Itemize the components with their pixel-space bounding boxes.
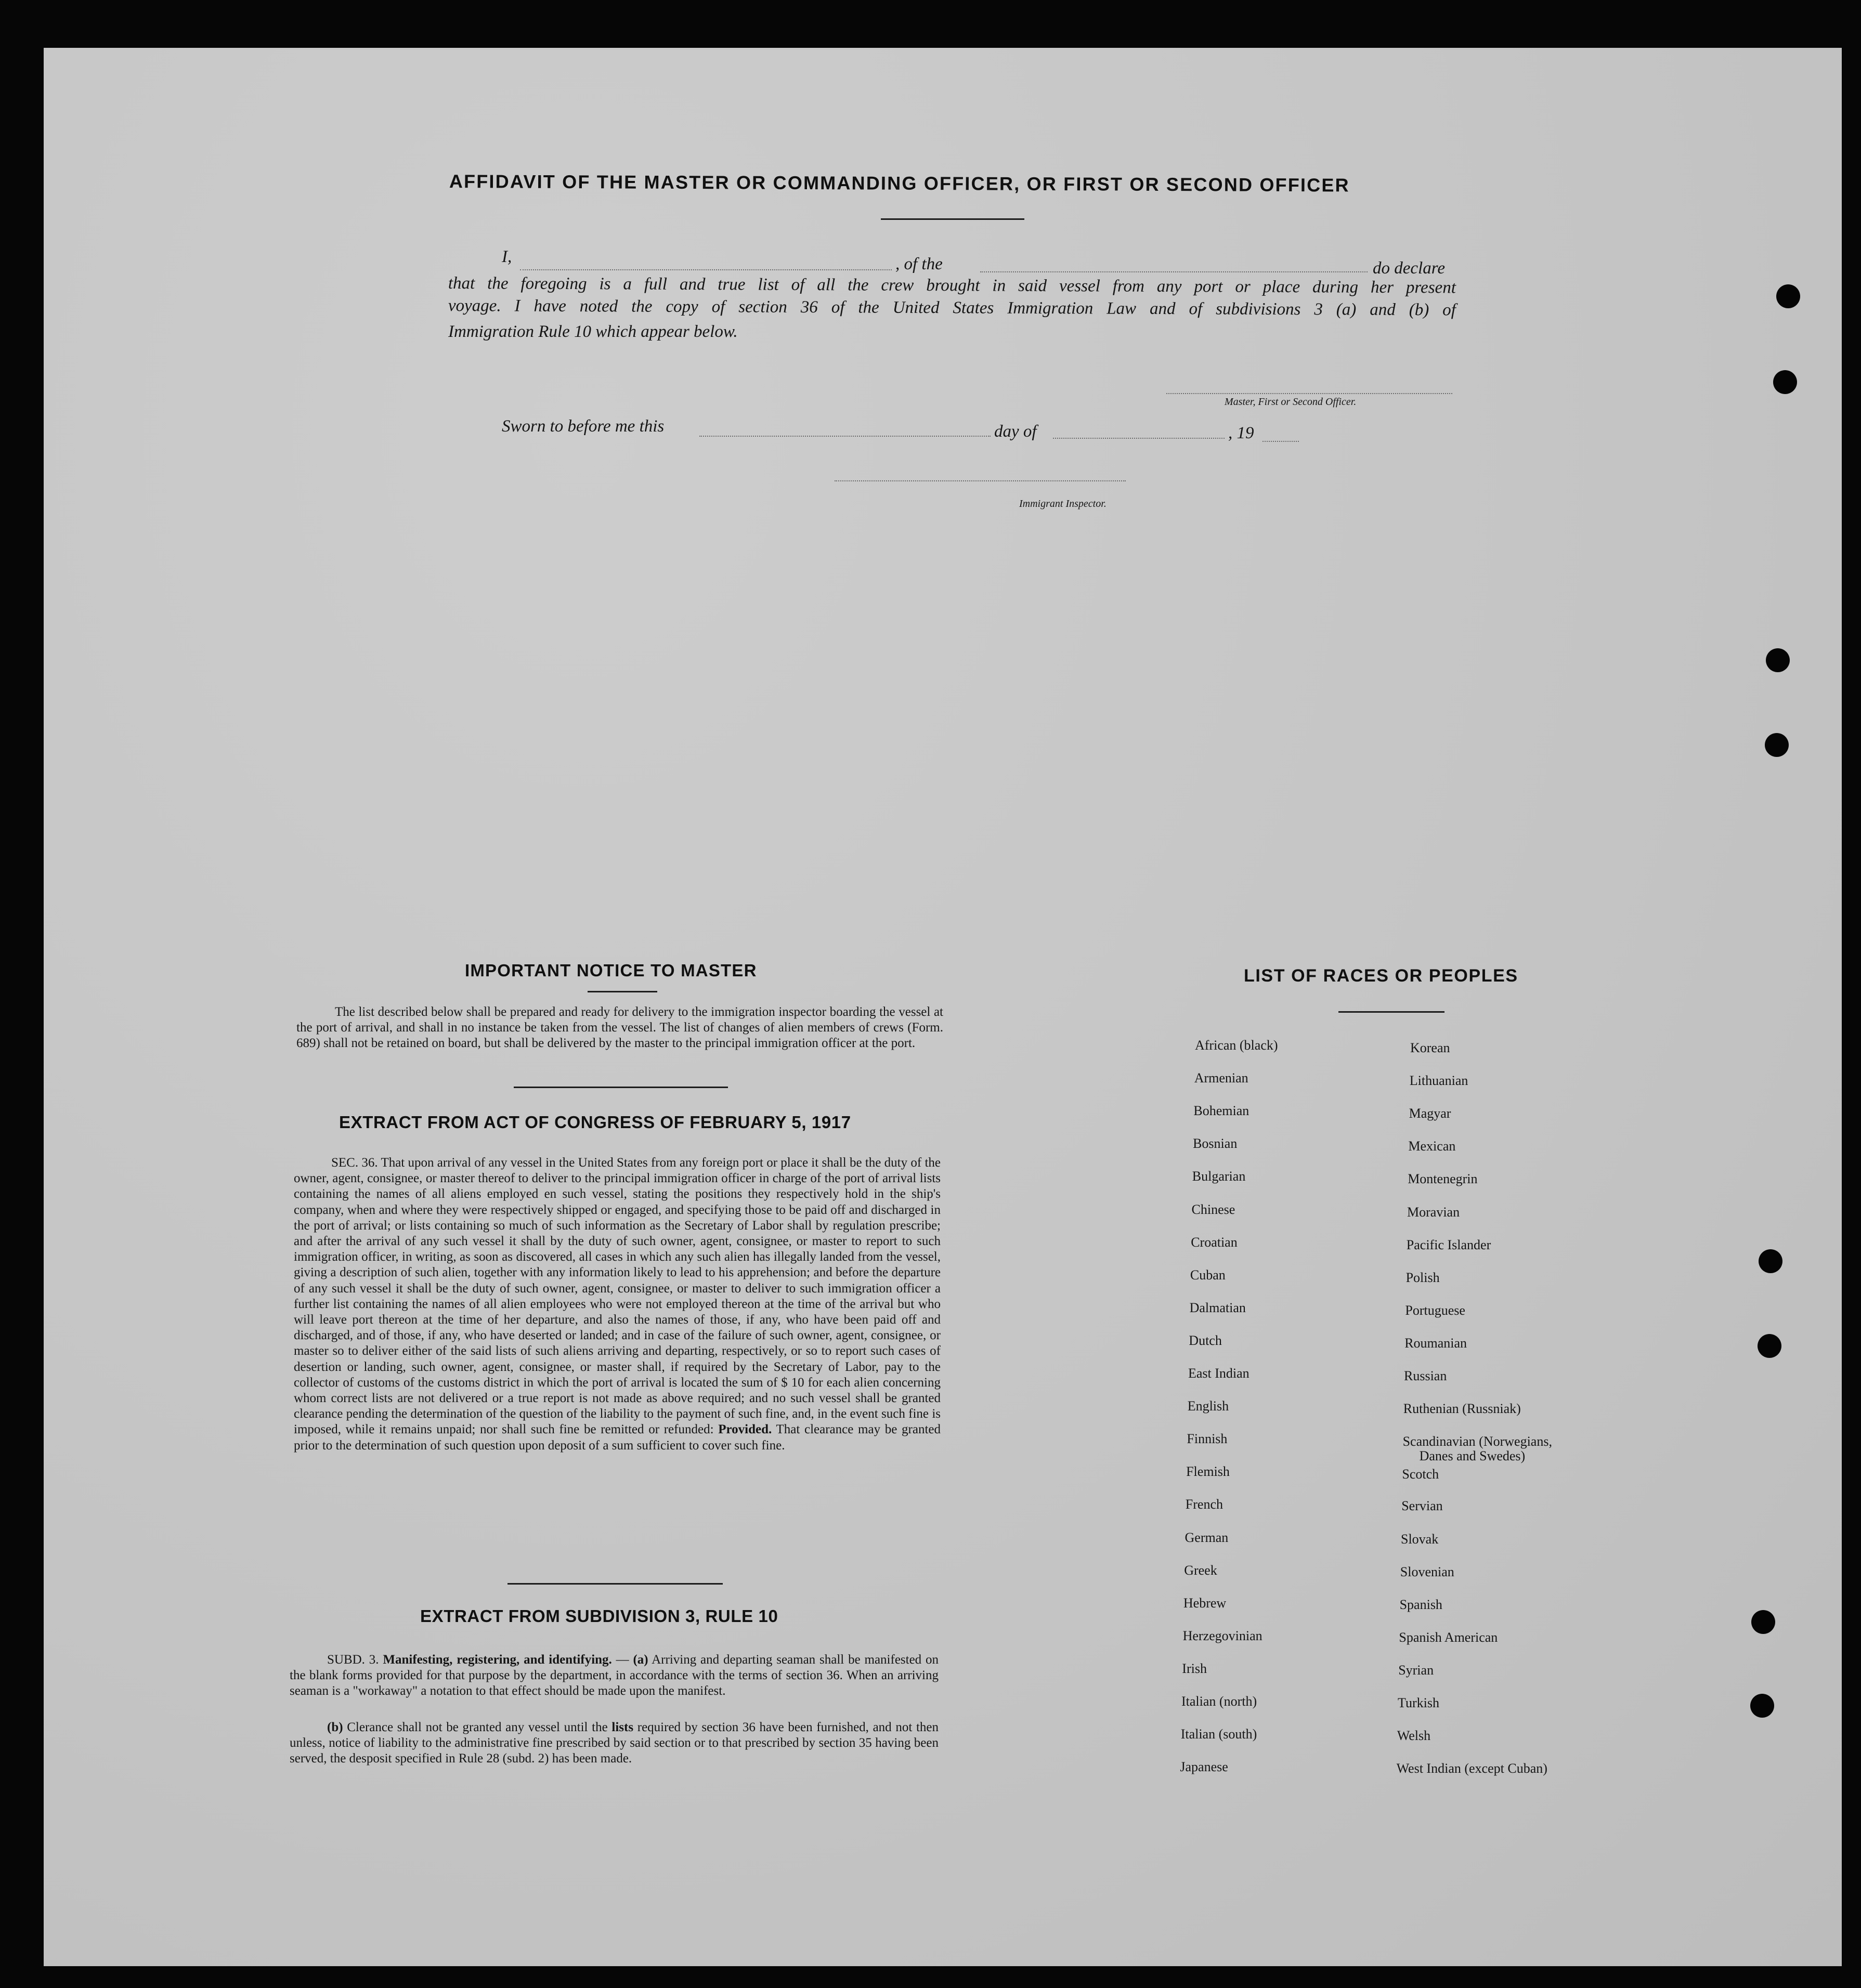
race-item: French [1185, 1497, 1223, 1512]
race-item: Servian [1401, 1498, 1443, 1514]
act-provided-label: Provided. [718, 1422, 772, 1437]
subd-b-label: (b) [327, 1720, 343, 1734]
race-item: Spanish [1399, 1597, 1442, 1612]
officer-signature-field[interactable] [1166, 393, 1452, 394]
race-item: Bulgarian [1192, 1169, 1246, 1184]
subd-b-text-2: required by section 36 have been furnished, and not then unless, notice of liability to the administrative fine prescribed by said section or to that prescribed by section 35 having been served, the desposit specified in Rule 28 (subd. 2) has been made. [290, 1720, 939, 1766]
race-item: Bosnian [1193, 1136, 1238, 1152]
race-item: English [1187, 1398, 1229, 1414]
race-item: Slovak [1401, 1531, 1439, 1547]
punch-hole [1759, 1249, 1782, 1273]
punch-hole [1773, 370, 1797, 394]
sworn-label: Sworn to before me this [502, 417, 665, 436]
race-item: Magyar [1409, 1106, 1451, 1121]
race-item: Bohemian [1193, 1103, 1250, 1119]
act-extract-end-text: That clearance may be granted prior to the determination of such question upon deposit of a sum sufficient to cover such fine. [294, 1422, 941, 1453]
rule-extract-b [290, 1720, 939, 1767]
race-item: Danes and Swedes) [1419, 1448, 1526, 1464]
race-item: Dutch [1189, 1332, 1222, 1348]
races-title: LIST OF RACES OR PEOPLES [1244, 966, 1518, 986]
year-label: , 19 [1228, 424, 1254, 442]
race-item: Russian [1404, 1368, 1447, 1383]
subd-a-text: Arriving and departing seaman shall be manifested on the blank forms provided for that purpose by the department, in accordance with the terms of section 36. When an arriving seaman is a "workaway" a notation to that effect should be made upon the manifest. [290, 1653, 939, 1698]
race-item: Spanish American [1399, 1629, 1498, 1645]
affidavit-line-2: that the foregoing is a full and true list of all the crew brought in said vessel from any port or place during her present [448, 274, 1456, 297]
race-item: Cuban [1190, 1267, 1226, 1283]
of-the-label: , of the [895, 255, 943, 273]
race-item: Dalmatian [1189, 1300, 1246, 1315]
race-item: Flemish [1186, 1464, 1230, 1480]
day-of-label: day of [994, 422, 1037, 441]
inspector-signature-field[interactable] [835, 480, 1126, 481]
race-item: Roumanian [1404, 1335, 1467, 1351]
subd-b-lists: lists [611, 1720, 634, 1734]
race-item: Scotch [1402, 1467, 1439, 1482]
race-item: West Indian (except Cuban) [1396, 1761, 1547, 1776]
vessel-name-field[interactable] [980, 271, 1368, 272]
race-item: Mexican [1408, 1139, 1456, 1154]
officer-signature-caption: Master, First or Second Officer. [1225, 396, 1357, 408]
race-item: Welsh [1397, 1728, 1431, 1744]
rule-extract-title: EXTRACT FROM SUBDIVISION 3, RULE 10 [420, 1606, 778, 1626]
race-item: Armenian [1194, 1070, 1248, 1086]
race-item: Irish [1182, 1660, 1207, 1676]
races-divider [1338, 1011, 1444, 1013]
sworn-year-field[interactable] [1263, 441, 1299, 442]
race-item: German [1185, 1529, 1229, 1545]
race-item: Ruthenian (Russniak) [1403, 1401, 1521, 1417]
subd-dash: — [611, 1653, 633, 1667]
subd-label: SUBD. 3. [327, 1653, 379, 1667]
punch-hole [1766, 648, 1790, 672]
sworn-month-field[interactable] [1053, 438, 1225, 439]
punch-hole [1751, 1610, 1775, 1634]
notice-body: The list described below shall be prepared and ready for delivery to the immigration inspector boarding the vessel at the port of arrival, and shall in no instance be taken from the vessel. The list of changes of alien members of crews (Form. 689) shall not be retained on board, but shall be delivered by the master to the principal immigration officer at the port. [296, 1005, 943, 1051]
act-extract-body [294, 1155, 941, 1454]
punch-hole [1758, 1334, 1781, 1358]
race-item: Croatian [1191, 1234, 1238, 1250]
race-item: Korean [1410, 1040, 1450, 1055]
notice-title: IMPORTANT NOTICE TO MASTER [465, 961, 757, 980]
race-item: Italian (south) [1180, 1727, 1257, 1742]
race-item: Slovenian [1400, 1564, 1454, 1579]
subd-a-label: (a) [633, 1653, 648, 1667]
act-extract-title: EXTRACT FROM ACT OF CONGRESS OF FEBRUARY 5, 1917 [339, 1113, 851, 1132]
do-declare-label: do declare [1373, 259, 1445, 278]
race-item: Hebrew [1183, 1595, 1227, 1611]
race-item: African (black) [1195, 1038, 1278, 1053]
race-item: Scandinavian (Norwegians, [1402, 1434, 1552, 1449]
subd-b-text-1: Clerance shall not be granted any vessel until the [347, 1720, 608, 1734]
affidavit-line-3: voyage. I have noted the copy of section 36 of the United States Immigration Law and of subdivisions 3 (a) and (b) of [448, 296, 1456, 320]
race-item: Moravian [1407, 1204, 1460, 1220]
affidavit-line-4: Immigration Rule 10 which appear below. [448, 322, 738, 341]
title-divider [881, 218, 1024, 220]
race-item: Italian (north) [1181, 1694, 1257, 1709]
inspector-caption: Immigrant Inspector. [1019, 498, 1107, 509]
race-item: Portuguese [1405, 1302, 1465, 1318]
sworn-day-field[interactable] [699, 436, 991, 437]
race-item: Greek [1184, 1562, 1217, 1578]
punch-hole [1750, 1694, 1774, 1718]
race-item: Chinese [1191, 1201, 1235, 1217]
notice-end-divider [514, 1087, 728, 1088]
race-item: Japanese [1180, 1759, 1228, 1775]
race-item: Pacific Islander [1406, 1237, 1491, 1252]
punch-hole [1765, 733, 1789, 757]
notice-divider [588, 991, 657, 992]
race-item: Turkish [1398, 1695, 1439, 1710]
punch-hole [1776, 284, 1800, 308]
race-item: Herzegovinian [1182, 1628, 1263, 1643]
race-item: Syrian [1398, 1662, 1434, 1678]
affiant-name-field[interactable] [520, 269, 892, 270]
subd-heading: Manifesting, registering, and identifying. [383, 1653, 612, 1667]
race-item: East Indian [1188, 1366, 1250, 1381]
race-item: Finnish [1187, 1431, 1228, 1447]
act-end-divider [507, 1583, 723, 1585]
act-extract-main-text: SEC. 36. That upon arrival of any vessel in the United States from any foreign port or place it shall be the duty of the owner, agent, consignee, or master thereof to deliver to the principal immigration officer in charge of the port of arrival lists containing the names of all aliens employed en such vessel, stating the positions they respectively hold in the ship's company, when and where they were respectively shipped or engaged, and specifying those to be paid off and discharged in the port of arrival; or lists containing so much of such information as the Secretary of Labor shall by regulation prescribe; and after the arrival of any such vessel it shall by the duty of such owner, agent, consignee, or master to report to such immigration officer, in writing, as soon as discovered, all cases in which any such alien has illegally landed from the vessel, giving a description of such alien, together with any information likely to lead to his apprehension; and before the departure of any such vessel it shall be the duty of such owner, agent, consignee, or master to deliver to such immigration officer a further list containing the names of all alien employees who were not employed thereon at the time of the arrival but who will leave port thereon at the time of her departure, and also the names of those, if any, who have been paid off and discharged, and of those, if any, who have deserted or landed; and in case of the failure of such owner, agent, consignee, or master so to deliver either of the said lists of such aliens arriving and departing, respectively, or so to report such cases of desertion or landing, such owner, agent, consignee, or master shall, if required by the Secretary of Labor, pay to the collector of customs of the customs district in which the port of arrival is located the sum of $ 10 for each alien concerning whom correct lists are not delivered or a true report is not made as above required; and no such vessel shall be granted clearance pending the determination of the question of the liability to the payment of such fine, and, in the event such fine is imposed, while it remains unpaid; nor shall such fine be remitted or refunded: [294, 1156, 941, 1437]
race-item: Polish [1405, 1270, 1440, 1285]
affidavit-title: AFFIDAVIT OF THE MASTER OR COMMANDING OFFICER, OR FIRST OR SECOND OFFICER [449, 171, 1350, 196]
affiant-label: I, [502, 247, 512, 266]
race-item: Montenegrin [1408, 1171, 1478, 1187]
race-item: Lithuanian [1409, 1073, 1468, 1089]
rule-extract-body [290, 1652, 939, 1699]
